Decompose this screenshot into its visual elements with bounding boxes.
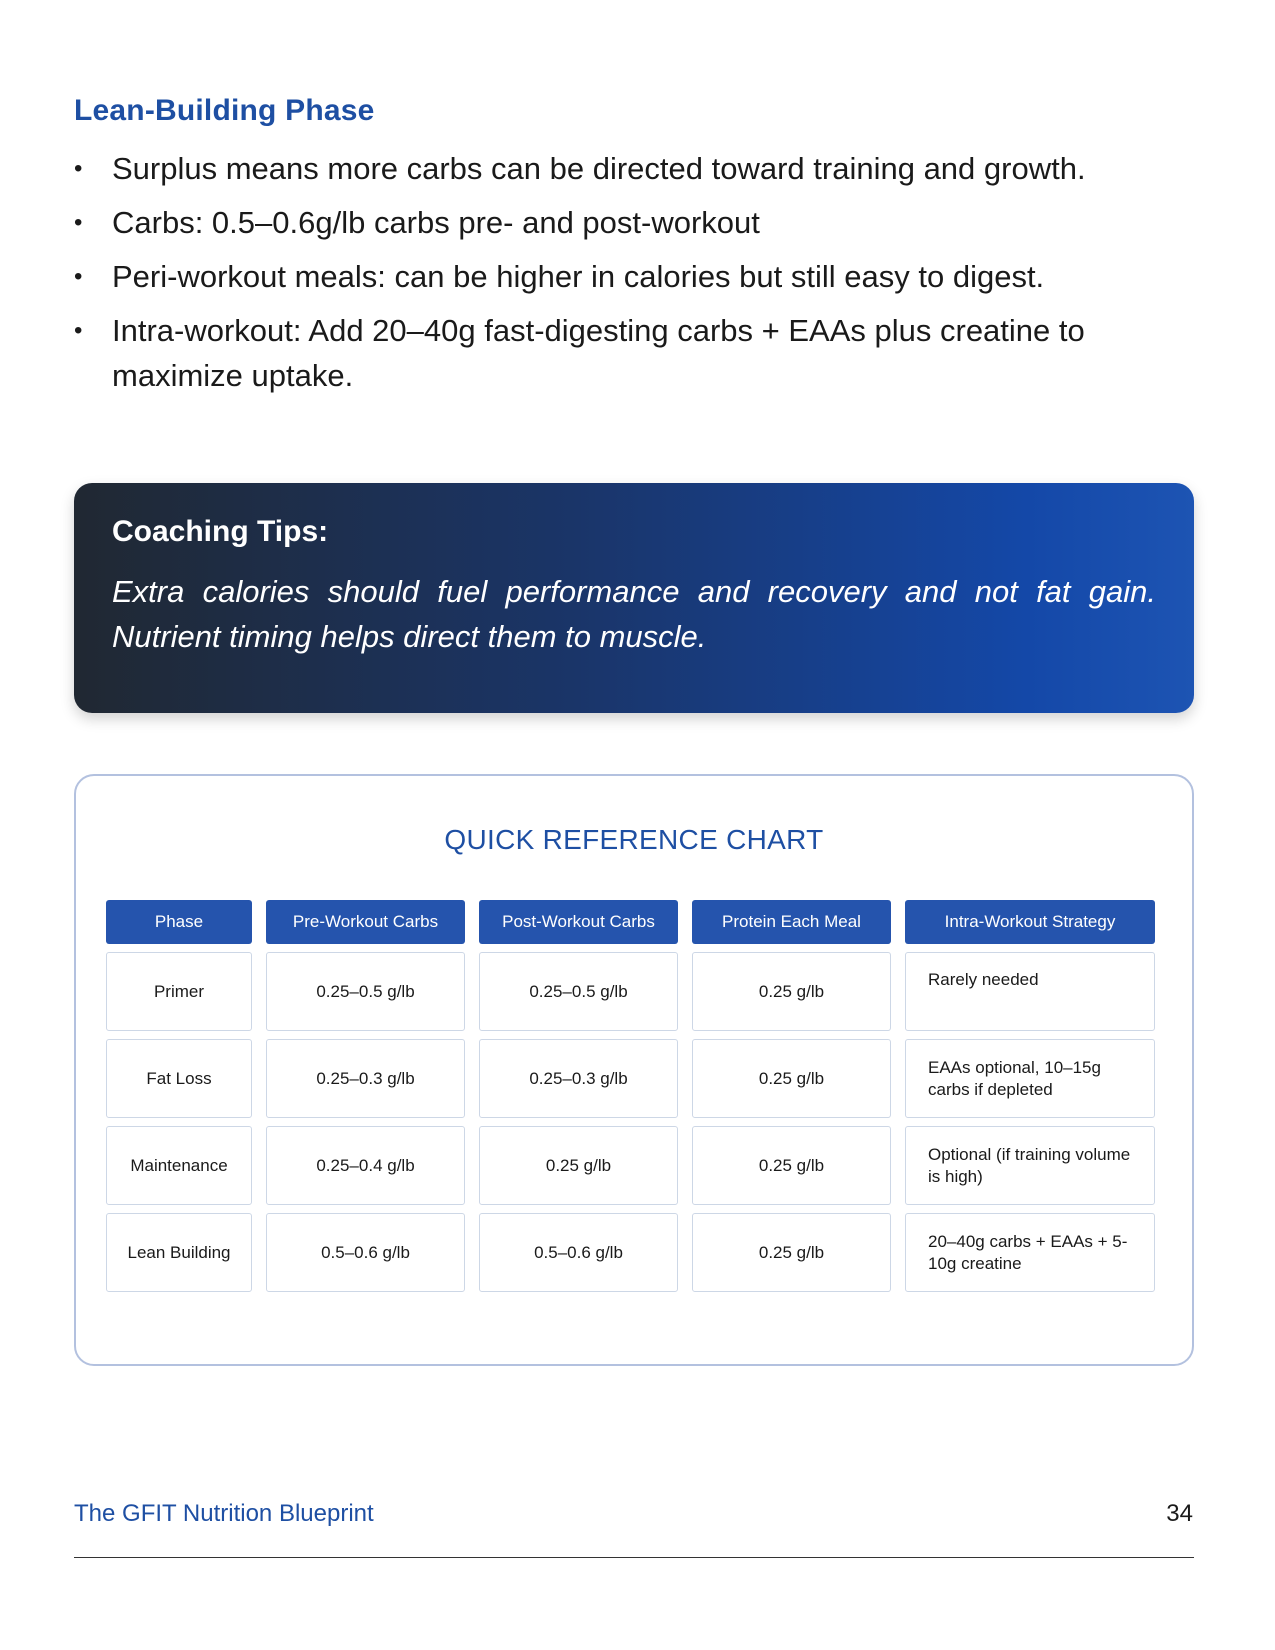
- cell-protein-each-meal: 0.25 g/lb: [692, 1213, 891, 1292]
- header-pre-workout-carbs: Pre-Workout Carbs: [266, 900, 465, 944]
- cell-intra-workout-strategy: Optional (if training volume is high): [905, 1126, 1155, 1205]
- footer-divider: [74, 1557, 1194, 1558]
- coaching-tips-title: Coaching Tips:: [112, 515, 329, 548]
- cell-pre-workout-carbs: 0.25–0.4 g/lb: [266, 1126, 465, 1205]
- coaching-tips-callout: [74, 483, 1194, 713]
- bullet-list: [74, 146, 1174, 407]
- cell-intra-workout-strategy: EAAs optional, 10–15g carbs if depleted: [905, 1039, 1155, 1118]
- footer-document-title: The GFIT Nutrition Blueprint: [74, 1500, 374, 1527]
- cell-intra-workout-strategy: 20–40g carbs + EAAs + 5-10g creatine: [905, 1213, 1155, 1292]
- bullet-text: Peri-workout meals: can be higher in calories but still easy to digest.: [112, 259, 1045, 294]
- bullet-dot-icon: •: [74, 317, 83, 344]
- bullet-item: [74, 254, 1174, 299]
- table-row: [106, 1126, 1155, 1205]
- cell-protein-each-meal: 0.25 g/lb: [692, 1039, 891, 1118]
- cell-post-workout-carbs: 0.5–0.6 g/lb: [479, 1213, 678, 1292]
- cell-post-workout-carbs: 0.25–0.3 g/lb: [479, 1039, 678, 1118]
- cell-post-workout-carbs: 0.25 g/lb: [479, 1126, 678, 1205]
- quick-reference-chart: [74, 774, 1194, 1366]
- bullet-dot-icon: •: [74, 209, 83, 236]
- header-intra-workout-strategy: Intra-Workout Strategy: [905, 900, 1155, 944]
- cell-phase: Primer: [106, 952, 252, 1031]
- cell-protein-each-meal: 0.25 g/lb: [692, 1126, 891, 1205]
- bullet-text: Surplus means more carbs can be directed toward training and growth.: [112, 151, 1086, 186]
- cell-phase: Maintenance: [106, 1126, 252, 1205]
- bullet-dot-icon: •: [74, 155, 83, 182]
- chart-title: QUICK REFERENCE CHART: [444, 824, 824, 855]
- header-post-workout-carbs: Post-Workout Carbs: [479, 900, 678, 944]
- table-header-row: [106, 900, 1155, 944]
- bullet-dot-icon: •: [74, 263, 83, 290]
- cell-pre-workout-carbs: 0.25–0.5 g/lb: [266, 952, 465, 1031]
- cell-protein-each-meal: 0.25 g/lb: [692, 952, 891, 1031]
- bullet-item: [74, 200, 1174, 245]
- header-protein-each-meal: Protein Each Meal: [692, 900, 891, 944]
- page-number: 34: [1166, 1500, 1193, 1527]
- bullet-item: [74, 146, 1174, 191]
- bullet-item: [74, 308, 1174, 398]
- header-phase: Phase: [106, 900, 252, 944]
- cell-post-workout-carbs: 0.25–0.5 g/lb: [479, 952, 678, 1031]
- coaching-tips-body: Extra calories should fuel performance and recovery and not fat gain. Nutrient timing helps direct them to muscle.: [112, 574, 1156, 654]
- table-row: [106, 1213, 1155, 1292]
- cell-pre-workout-carbs: 0.5–0.6 g/lb: [266, 1213, 465, 1292]
- bullet-text: Intra-workout: Add 20–40g fast-digesting carbs + EAAs plus creatine to maximize uptake.: [112, 313, 1085, 393]
- section-heading: Lean-Building Phase: [74, 94, 375, 127]
- table-row: [106, 952, 1155, 1031]
- cell-intra-workout-strategy: Rarely needed: [905, 952, 1155, 1031]
- bullet-text: Carbs: 0.5–0.6g/lb carbs pre- and post-workout: [112, 205, 760, 240]
- cell-phase: Fat Loss: [106, 1039, 252, 1118]
- reference-table: [92, 892, 1169, 1300]
- table-row: [106, 1039, 1155, 1118]
- cell-pre-workout-carbs: 0.25–0.3 g/lb: [266, 1039, 465, 1118]
- cell-phase: Lean Building: [106, 1213, 252, 1292]
